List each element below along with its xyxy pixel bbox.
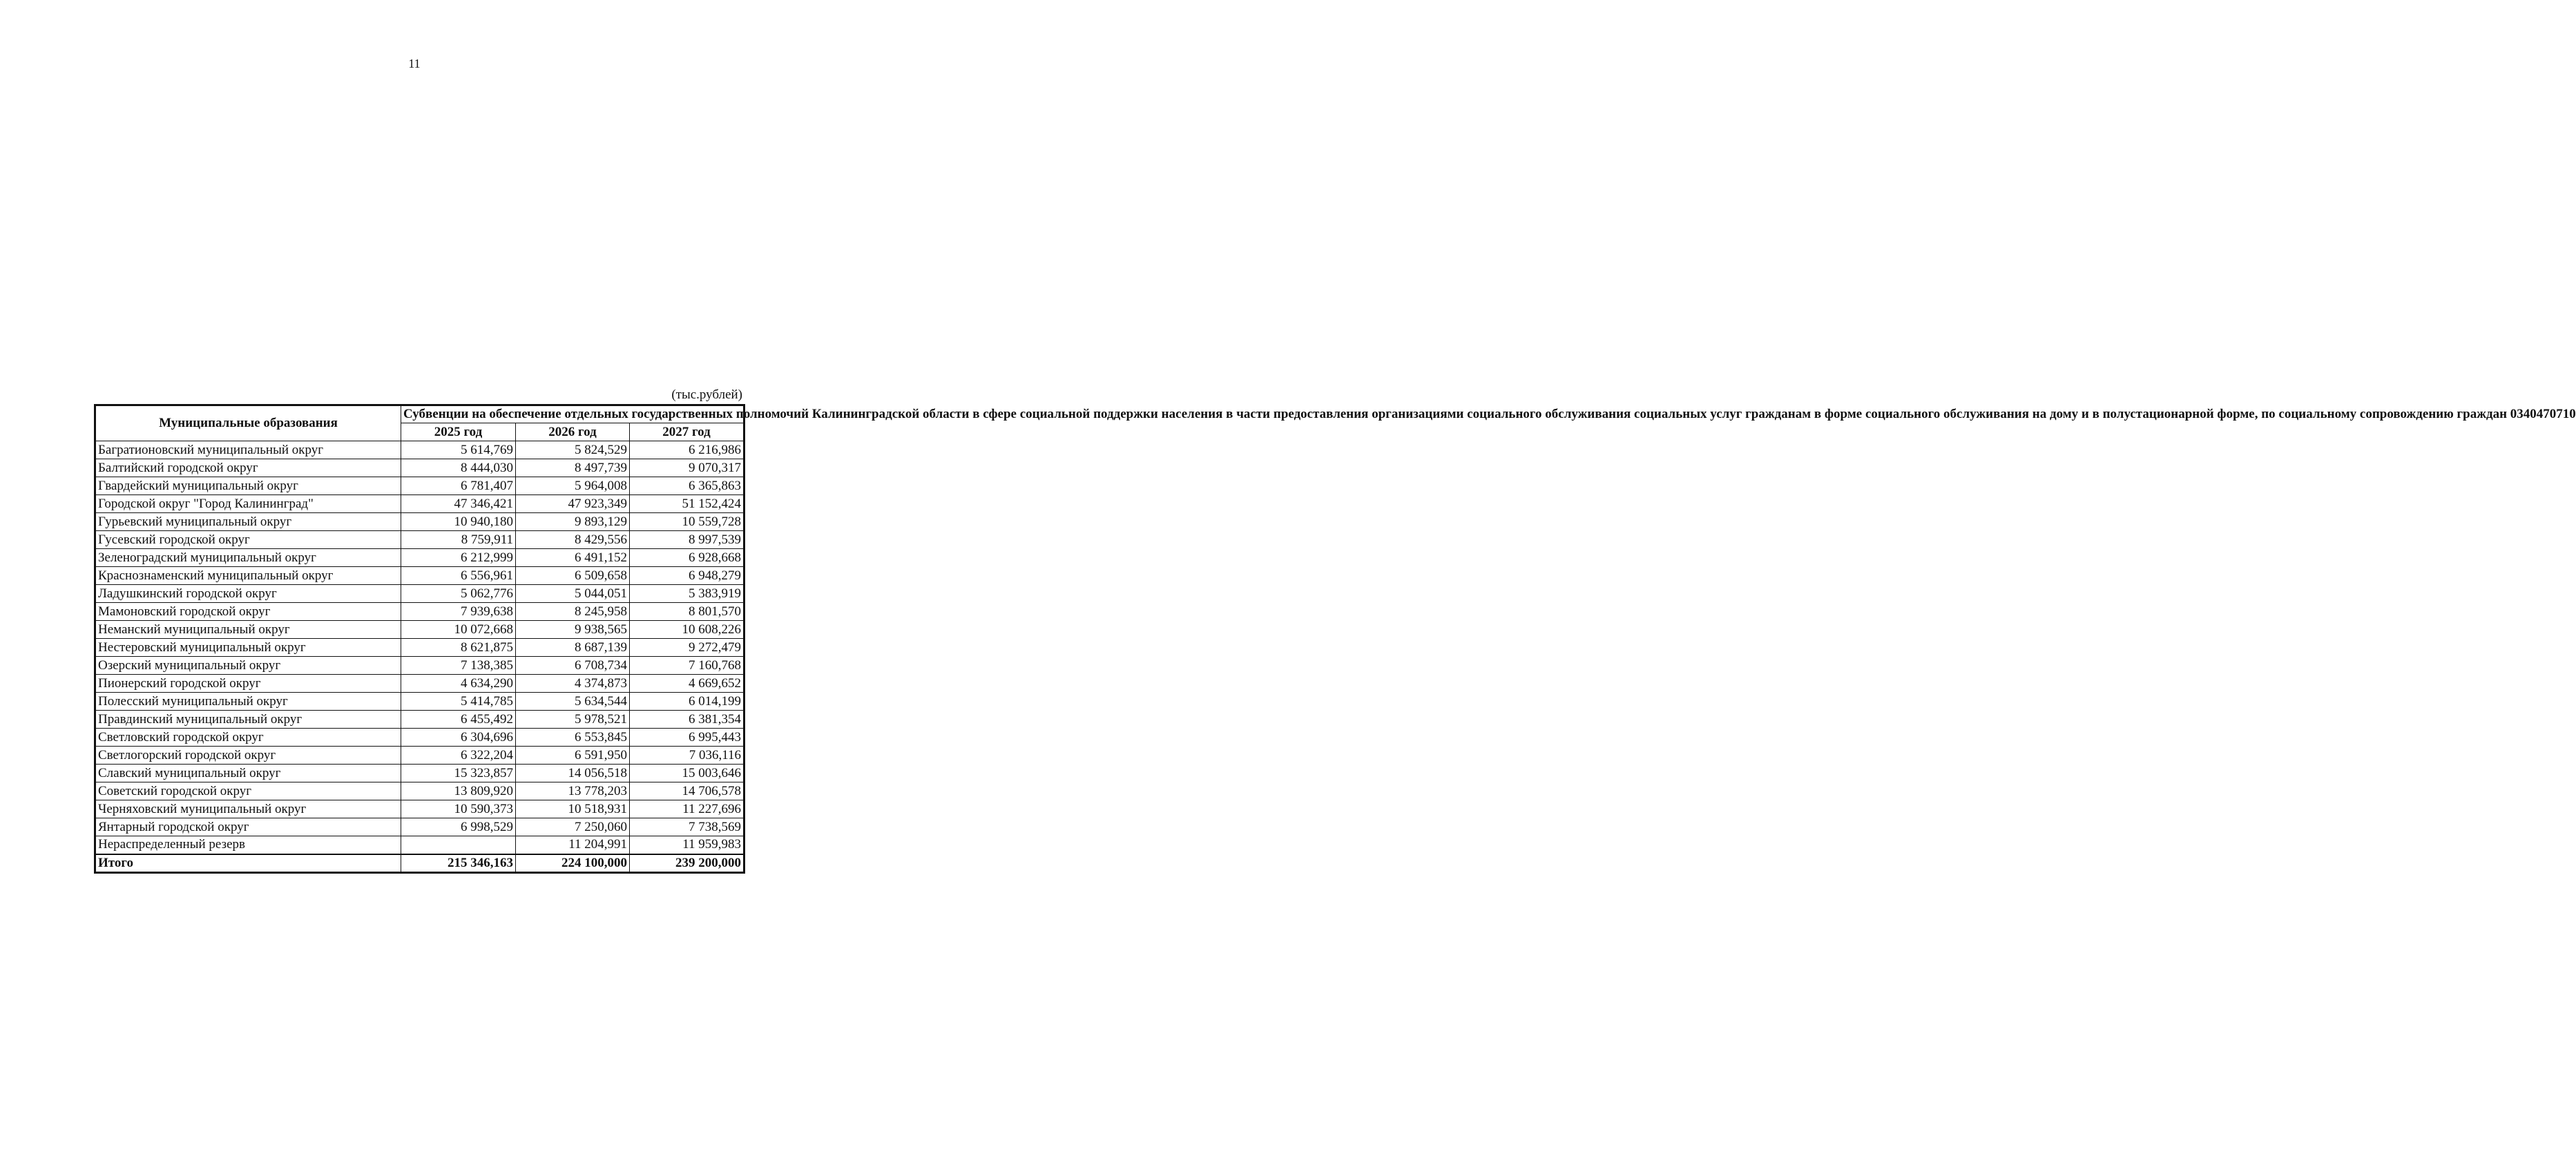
- value-2025: 6 556,961: [401, 567, 516, 585]
- value-2027: 14 706,578: [630, 782, 744, 800]
- value-2026: 8 497,739: [516, 459, 630, 477]
- value-2026: 9 893,129: [516, 513, 630, 531]
- total-2027: 239 200,000: [630, 854, 744, 873]
- value-2027: 8 801,570: [630, 603, 744, 621]
- value-2027: 5 383,919: [630, 585, 744, 603]
- value-2026: 7 250,060: [516, 818, 630, 836]
- value-2025: 8 759,911: [401, 531, 516, 549]
- value-2025: 8 444,030: [401, 459, 516, 477]
- value-2025: 5 414,785: [401, 693, 516, 711]
- header-year-2027: 2027 год: [630, 423, 744, 441]
- municipality-name: Зеленоградский муниципальный округ: [95, 549, 401, 567]
- table-row: [95, 836, 744, 854]
- municipality-name: Полесский муниципальный округ: [95, 693, 401, 711]
- value-2025: 4 634,290: [401, 675, 516, 693]
- total-label: Итого: [95, 854, 401, 873]
- value-2027: 6 365,863: [630, 477, 744, 495]
- value-2027: 8 997,539: [630, 531, 744, 549]
- municipality-name: Гусевский городской округ: [95, 531, 401, 549]
- value-2025: 6 304,696: [401, 729, 516, 747]
- municipality-name: Светловский городской округ: [95, 729, 401, 747]
- table-row: [95, 675, 744, 693]
- municipality-name: Городской округ "Город Калининград": [95, 495, 401, 513]
- municipality-name: Краснознаменский муниципальный округ: [95, 567, 401, 585]
- value-2025: 10 940,180: [401, 513, 516, 531]
- value-2025: [401, 836, 516, 854]
- page-number: 11: [408, 57, 421, 70]
- value-2026: 5 964,008: [516, 477, 630, 495]
- value-2026: 11 204,991: [516, 836, 630, 854]
- municipality-name: Янтарный городской округ: [95, 818, 401, 836]
- value-2026: 6 491,152: [516, 549, 630, 567]
- header-year-2025: 2025 год: [401, 423, 516, 441]
- header-year-2026: 2026 год: [516, 423, 630, 441]
- table-row: [95, 800, 744, 818]
- municipality-name: Нестеровский муниципальный округ: [95, 639, 401, 657]
- table-row: [95, 657, 744, 675]
- value-2025: 8 621,875: [401, 639, 516, 657]
- value-2026: 6 591,950: [516, 747, 630, 765]
- municipality-name: Гурьевский муниципальный округ: [95, 513, 401, 531]
- table-row: [95, 729, 744, 747]
- value-2025: 10 072,668: [401, 621, 516, 639]
- table-row: [95, 693, 744, 711]
- value-2025: 5 062,776: [401, 585, 516, 603]
- value-2025: 10 590,373: [401, 800, 516, 818]
- units-label: (тыс.рублей): [671, 387, 742, 402]
- table-row: [95, 818, 744, 836]
- value-2025: 6 455,492: [401, 711, 516, 729]
- municipality-name: Неманский муниципальный округ: [95, 621, 401, 639]
- value-2026: 5 634,544: [516, 693, 630, 711]
- table-row: [95, 585, 744, 603]
- municipality-name: Пионерский городской округ: [95, 675, 401, 693]
- value-2025: 6 212,999: [401, 549, 516, 567]
- value-2027: 6 381,354: [630, 711, 744, 729]
- value-2026: 6 553,845: [516, 729, 630, 747]
- municipality-name: Светлогорский городской округ: [95, 747, 401, 765]
- value-2027: 9 070,317: [630, 459, 744, 477]
- value-2027: 7 160,768: [630, 657, 744, 675]
- value-2026: 14 056,518: [516, 765, 630, 782]
- table-row: [95, 621, 744, 639]
- value-2025: 6 998,529: [401, 818, 516, 836]
- municipality-name: Мамоновский городской округ: [95, 603, 401, 621]
- value-2027: 9 272,479: [630, 639, 744, 657]
- value-2026: 10 518,931: [516, 800, 630, 818]
- municipality-name: Нераспределенный резерв: [95, 836, 401, 854]
- value-2025: 13 809,920: [401, 782, 516, 800]
- value-2025: 7 939,638: [401, 603, 516, 621]
- value-2026: 13 778,203: [516, 782, 630, 800]
- table-row: [95, 711, 744, 729]
- value-2025: 15 323,857: [401, 765, 516, 782]
- value-2027: 6 995,443: [630, 729, 744, 747]
- value-2025: 7 138,385: [401, 657, 516, 675]
- value-2026: 5 978,521: [516, 711, 630, 729]
- table-row: [95, 765, 744, 782]
- table-row: [95, 549, 744, 567]
- table-row: [95, 639, 744, 657]
- table-row: [95, 567, 744, 585]
- value-2027: 10 608,226: [630, 621, 744, 639]
- table-row: [95, 459, 744, 477]
- table-row: [95, 513, 744, 531]
- municipality-name: Славский муниципальный округ: [95, 765, 401, 782]
- table-row: [95, 477, 744, 495]
- value-2026: 47 923,349: [516, 495, 630, 513]
- value-2025: 47 346,421: [401, 495, 516, 513]
- municipality-name: Гвардейский муниципальный округ: [95, 477, 401, 495]
- total-2025: 215 346,163: [401, 854, 516, 873]
- value-2027: 6 216,986: [630, 441, 744, 459]
- header-subvention: Субвенции на обеспечение отдельных государственных полномочий Калининградской области в сфере социальной поддержки населения в части предоставления организациями социального обслуживания социальных услуг гражданам в форме социального обслуживания на дому и в полустационарной форме, по социальному сопровождению граждан 0340470710: [401, 405, 744, 423]
- value-2027: 7 036,116: [630, 747, 744, 765]
- value-2027: 15 003,646: [630, 765, 744, 782]
- table-row: [95, 782, 744, 800]
- table-body: [95, 441, 744, 854]
- municipality-name: Багратионовский муниципальный округ: [95, 441, 401, 459]
- value-2027: 7 738,569: [630, 818, 744, 836]
- value-2026: 9 938,565: [516, 621, 630, 639]
- value-2026: 8 687,139: [516, 639, 630, 657]
- value-2026: 5 824,529: [516, 441, 630, 459]
- value-2027: 6 928,668: [630, 549, 744, 567]
- total-2026: 224 100,000: [516, 854, 630, 873]
- subvention-table: [94, 404, 2576, 874]
- value-2025: 6 322,204: [401, 747, 516, 765]
- total-row: [95, 854, 744, 873]
- municipality-name: Правдинский муниципальный округ: [95, 711, 401, 729]
- table-row: [95, 495, 744, 513]
- table-row: [95, 603, 744, 621]
- value-2025: 6 781,407: [401, 477, 516, 495]
- municipality-name: Советский городской округ: [95, 782, 401, 800]
- municipality-name: Ладушкинский городской округ: [95, 585, 401, 603]
- value-2026: 8 429,556: [516, 531, 630, 549]
- table-row: [95, 531, 744, 549]
- value-2027: 11 227,696: [630, 800, 744, 818]
- value-2027: 51 152,424: [630, 495, 744, 513]
- value-2027: 10 559,728: [630, 513, 744, 531]
- municipality-name: Балтийский городской округ: [95, 459, 401, 477]
- table-row: [95, 441, 744, 459]
- value-2027: 6 948,279: [630, 567, 744, 585]
- value-2026: 8 245,958: [516, 603, 630, 621]
- table-row: [95, 747, 744, 765]
- value-2026: 4 374,873: [516, 675, 630, 693]
- value-2026: 6 708,734: [516, 657, 630, 675]
- municipality-name: Черняховский муниципальный округ: [95, 800, 401, 818]
- value-2027: 6 014,199: [630, 693, 744, 711]
- value-2027: 4 669,652: [630, 675, 744, 693]
- municipality-name: Озерский муниципальный округ: [95, 657, 401, 675]
- value-2025: 5 614,769: [401, 441, 516, 459]
- value-2027: 11 959,983: [630, 836, 744, 854]
- header-municipal: Муниципальные образования: [95, 405, 401, 441]
- value-2026: 5 044,051: [516, 585, 630, 603]
- value-2026: 6 509,658: [516, 567, 630, 585]
